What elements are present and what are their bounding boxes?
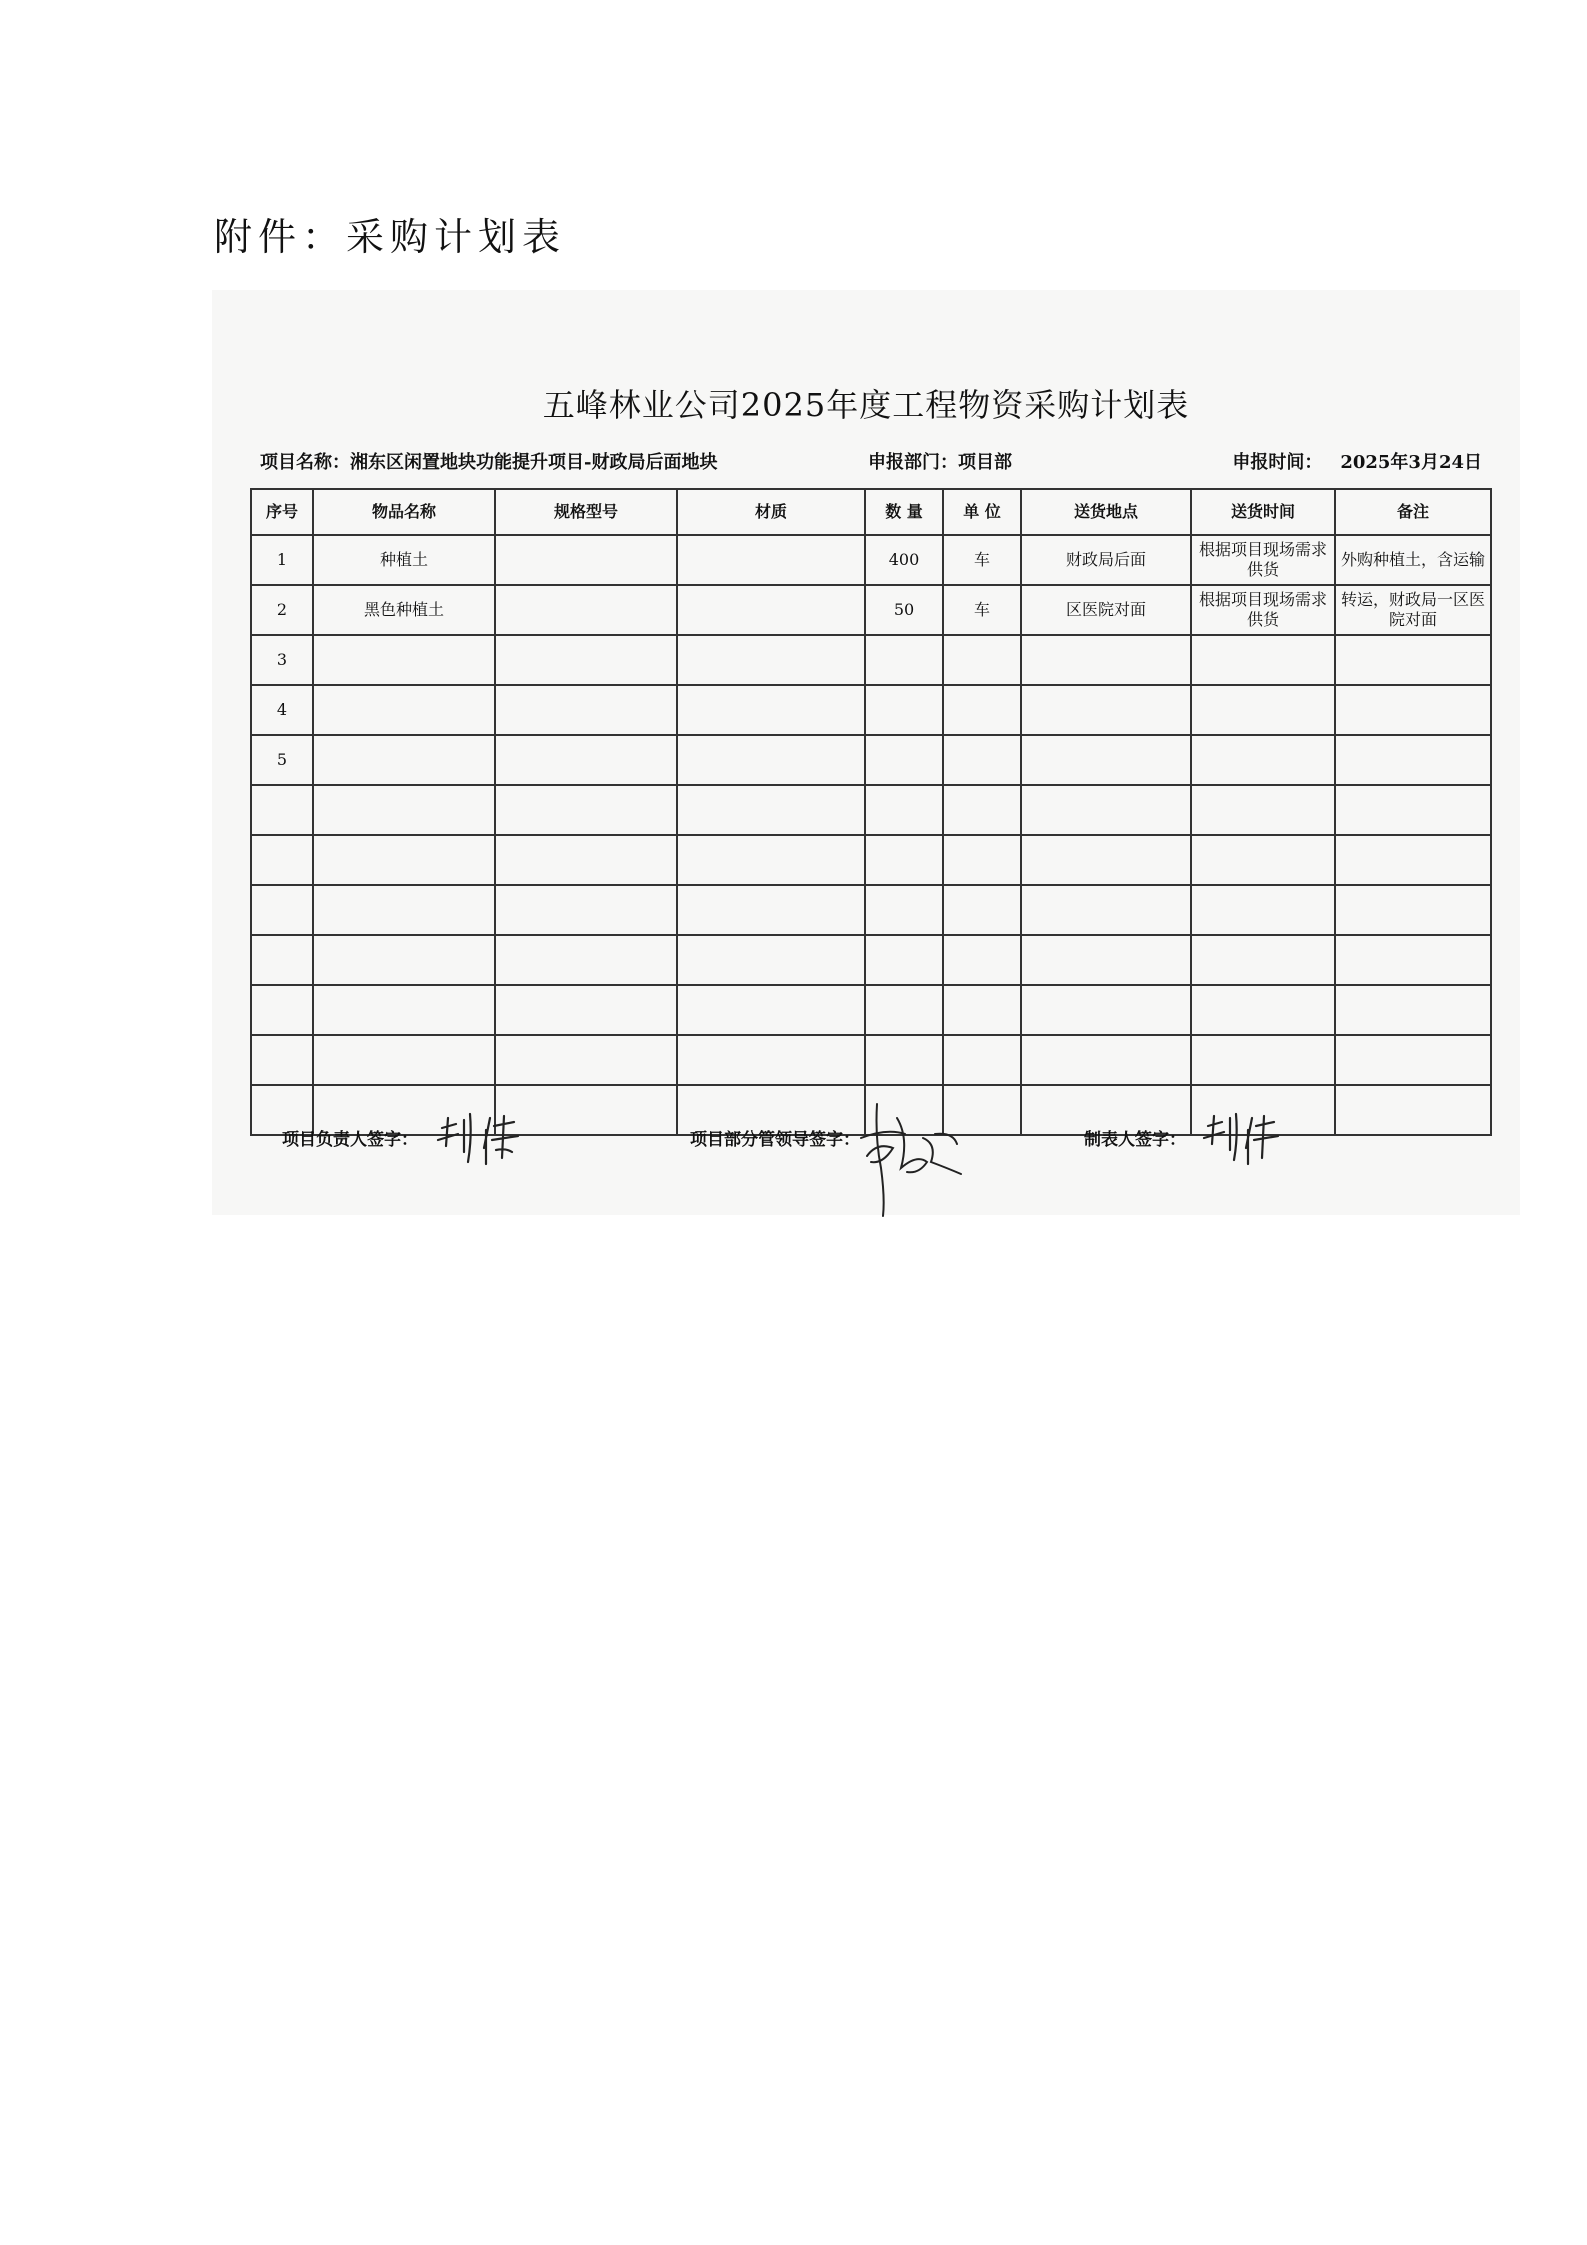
table-cell xyxy=(943,785,1021,835)
table-cell xyxy=(865,835,943,885)
table-cell xyxy=(865,885,943,935)
table-cell xyxy=(495,1035,677,1085)
column-header: 规格型号 xyxy=(495,489,677,535)
table-cell xyxy=(943,685,1021,735)
table-cell xyxy=(943,885,1021,935)
project-name-label: 项目名称： xyxy=(260,452,350,473)
table-cell xyxy=(495,685,677,735)
table-cell xyxy=(313,1035,495,1085)
table-cell xyxy=(251,835,313,885)
table-cell: 种植土 xyxy=(313,535,495,585)
table-cell xyxy=(1335,935,1491,985)
project-lead-label: 项目负责人签字： xyxy=(282,1130,418,1150)
table-cell: 车 xyxy=(943,585,1021,635)
table-cell xyxy=(495,885,677,935)
table-cell xyxy=(1335,635,1491,685)
table-cell xyxy=(865,685,943,735)
dept-leader-label: 项目部分管领导签字： xyxy=(690,1130,860,1150)
table-row xyxy=(251,635,1491,685)
table-cell xyxy=(865,1035,943,1085)
preparer-signature-line xyxy=(1084,1125,1186,1150)
date-value: 2025年3月24日 xyxy=(1340,452,1482,473)
table-cell xyxy=(1335,685,1491,735)
table-cell xyxy=(495,835,677,885)
table-cell xyxy=(677,835,865,885)
date-line xyxy=(1232,448,1482,474)
table-cell xyxy=(495,735,677,785)
table-cell xyxy=(1021,1035,1191,1085)
table-row xyxy=(251,785,1491,835)
column-header: 材质 xyxy=(677,489,865,535)
table-cell xyxy=(495,535,677,585)
table-cell xyxy=(251,785,313,835)
table-cell xyxy=(495,635,677,685)
table-cell xyxy=(1021,885,1191,935)
column-header: 数 量 xyxy=(865,489,943,535)
table-cell: 区医院对面 xyxy=(1021,585,1191,635)
table-row xyxy=(251,1035,1491,1085)
table-cell xyxy=(1335,985,1491,1035)
dept-leader-signature xyxy=(857,1098,967,1222)
table-cell xyxy=(251,935,313,985)
table-cell xyxy=(1335,1035,1491,1085)
table-row xyxy=(251,885,1491,935)
table-cell xyxy=(1191,785,1335,835)
table-cell xyxy=(1191,885,1335,935)
table-cell xyxy=(677,785,865,835)
table-cell xyxy=(313,685,495,735)
table-cell xyxy=(1191,835,1335,885)
table-cell: 400 xyxy=(865,535,943,585)
table-cell xyxy=(313,635,495,685)
project-lead-signature-line xyxy=(282,1125,418,1150)
project-lead-signature xyxy=(434,1108,524,1172)
procurement-table xyxy=(250,488,1492,1136)
date-label: 申报时间： xyxy=(1232,452,1323,473)
table-cell xyxy=(865,985,943,1035)
scanned-form xyxy=(212,290,1520,1215)
table-cell xyxy=(495,785,677,835)
table-cell xyxy=(313,735,495,785)
table-row xyxy=(251,535,1491,585)
table-row xyxy=(251,985,1491,1035)
column-header: 送货地点 xyxy=(1021,489,1191,535)
table-cell xyxy=(1191,935,1335,985)
table-cell xyxy=(677,885,865,935)
column-header: 序号 xyxy=(251,489,313,535)
table-cell xyxy=(1335,735,1491,785)
table-cell xyxy=(495,935,677,985)
preparer-signature xyxy=(1202,1108,1282,1172)
table-cell xyxy=(251,985,313,1035)
table-cell xyxy=(865,635,943,685)
table-cell xyxy=(251,885,313,935)
table-cell xyxy=(1191,735,1335,785)
table-cell xyxy=(313,785,495,835)
table-cell xyxy=(1191,635,1335,685)
table-row xyxy=(251,935,1491,985)
table-cell xyxy=(677,1035,865,1085)
table-cell xyxy=(313,985,495,1035)
column-header: 物品名称 xyxy=(313,489,495,535)
table-cell xyxy=(1191,685,1335,735)
table-cell xyxy=(1191,985,1335,1035)
column-header: 单 位 xyxy=(943,489,1021,535)
department-label: 申报部门： xyxy=(868,452,958,473)
table-cell xyxy=(943,985,1021,1035)
form-title: 五峰林业公司2025年度工程物资采购计划表 xyxy=(542,386,1190,424)
table-cell: 3 xyxy=(251,635,313,685)
table-cell: 1 xyxy=(251,535,313,585)
department-line xyxy=(868,448,1012,474)
table-cell xyxy=(313,835,495,885)
table-header-row xyxy=(251,489,1491,535)
table-cell xyxy=(677,535,865,585)
table-cell xyxy=(1021,735,1191,785)
table-cell: 根据项目现场需求供货 xyxy=(1191,585,1335,635)
table-cell xyxy=(677,685,865,735)
table-cell xyxy=(865,785,943,835)
table-cell xyxy=(943,635,1021,685)
table-cell xyxy=(677,935,865,985)
table-row xyxy=(251,735,1491,785)
table-cell xyxy=(1021,685,1191,735)
table-cell xyxy=(943,835,1021,885)
column-header: 备注 xyxy=(1335,489,1491,535)
table-cell: 根据项目现场需求供货 xyxy=(1191,535,1335,585)
column-header: 送货时间 xyxy=(1191,489,1335,535)
table-cell xyxy=(251,1035,313,1085)
table-cell xyxy=(495,585,677,635)
project-name-line xyxy=(260,448,717,474)
table-cell xyxy=(1021,935,1191,985)
department-value: 项目部 xyxy=(958,452,1012,473)
table-row xyxy=(251,585,1491,635)
table-cell: 黑色种植土 xyxy=(313,585,495,635)
table-cell xyxy=(1335,1085,1491,1135)
table-cell xyxy=(495,985,677,1035)
table-cell xyxy=(1021,785,1191,835)
table-cell xyxy=(677,735,865,785)
table-cell: 4 xyxy=(251,685,313,735)
table-cell xyxy=(1021,985,1191,1035)
table-cell xyxy=(943,1035,1021,1085)
table-cell xyxy=(865,935,943,985)
table-cell: 50 xyxy=(865,585,943,635)
table-cell xyxy=(313,885,495,935)
table-cell xyxy=(677,585,865,635)
table-cell: 外购种植土，含运输 xyxy=(1335,535,1491,585)
table-cell xyxy=(1335,785,1491,835)
table-cell: 5 xyxy=(251,735,313,785)
table-cell: 车 xyxy=(943,535,1021,585)
table-cell xyxy=(677,635,865,685)
table-row xyxy=(251,835,1491,885)
table-cell: 财政局后面 xyxy=(1021,535,1191,585)
table-cell: 转运，财政局一区医院对面 xyxy=(1335,585,1491,635)
table-cell xyxy=(1191,1035,1335,1085)
table-row xyxy=(251,685,1491,735)
table-cell: 2 xyxy=(251,585,313,635)
table-cell xyxy=(943,935,1021,985)
table-cell xyxy=(943,735,1021,785)
project-name-value: 湘东区闲置地块功能提升项目-财政局后面地块 xyxy=(350,452,718,473)
table-cell xyxy=(865,735,943,785)
table-cell xyxy=(1335,835,1491,885)
dept-leader-signature-line xyxy=(690,1125,860,1150)
table-cell xyxy=(1021,635,1191,685)
table-cell xyxy=(1335,885,1491,935)
table-cell xyxy=(677,985,865,1035)
preparer-label: 制表人签字： xyxy=(1084,1130,1186,1150)
attachment-title: 附件：采购计划表 xyxy=(214,215,567,259)
table-cell xyxy=(1021,835,1191,885)
table-cell xyxy=(313,935,495,985)
